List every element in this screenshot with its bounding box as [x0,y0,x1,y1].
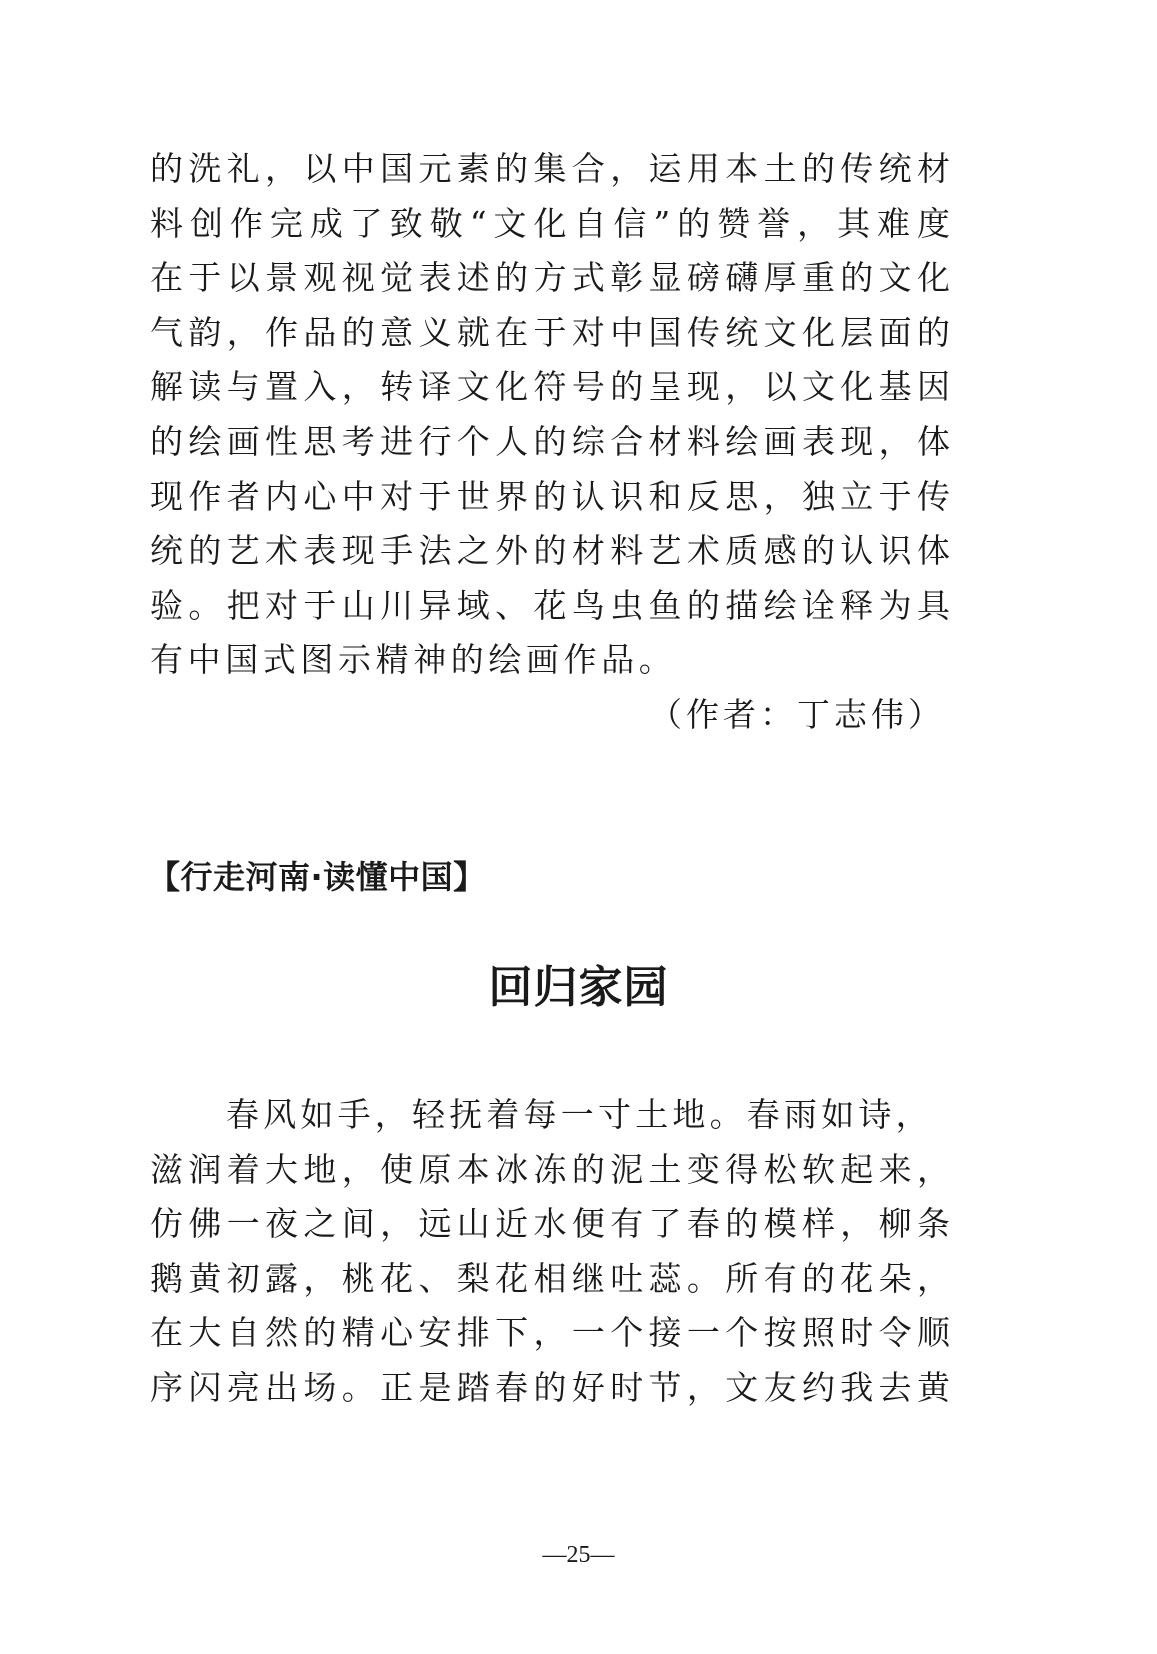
article-body [150,1088,950,1416]
article-title: 回归家园 [488,962,669,1013]
text-line: 滋润着大地，使原本冰冻的泥土变得松软起来， [150,1149,950,1189]
text-line: 鹅黄初露，桃花、梨花相继吐蕊。所有的花朵， [150,1258,950,1298]
page-number: —25— [542,1542,615,1568]
text-line: 的绘画性思考进行个人的综合材料绘画表现，体 [150,421,950,461]
author-attribution: （作者：丁志伟） [649,695,945,734]
text-line: 仿佛一夜之间，远山近水便有了春的模样，柳条 [150,1204,950,1244]
text-line: 解读与置入，转译文化符号的呈现，以文化基因 [150,367,950,407]
text-line: 料创作完成了致敬“文化自信”的赞誉，其难度 [150,203,950,243]
text-line: 的洗礼，以中国元素的集合，运用本土的传统材 [150,149,950,188]
text-line: 在大自然的精心安排下，一个接一个按照时令顺 [150,1313,950,1353]
text-line: 现作者内心中对于世界的认识和反思，独立于传 [150,476,950,516]
text-line: 在于以景观视觉表述的方式彰显磅礴厚重的文化 [150,258,950,298]
text-line: 统的艺术表现手法之外的材料艺术质感的认识体 [150,531,950,571]
previous-article-body [150,142,950,688]
text-line: 序闪亮出场。正是踏春的好时节，文友约我去黄 [150,1367,950,1407]
column-tag: 【行走河南·读懂中国】 [148,858,486,896]
text-line: 春风如手，轻抚着每一寸土地。春雨如诗， [226,1095,933,1134]
text-line: 有中国式图示精神的绘画作品。 [150,640,677,680]
text-line: 气韵，作品的意义就在于对中国传统文化层面的 [150,312,950,352]
text-line: 验。把对于山川异域、花鸟虫鱼的描绘诠释为具 [150,585,950,625]
